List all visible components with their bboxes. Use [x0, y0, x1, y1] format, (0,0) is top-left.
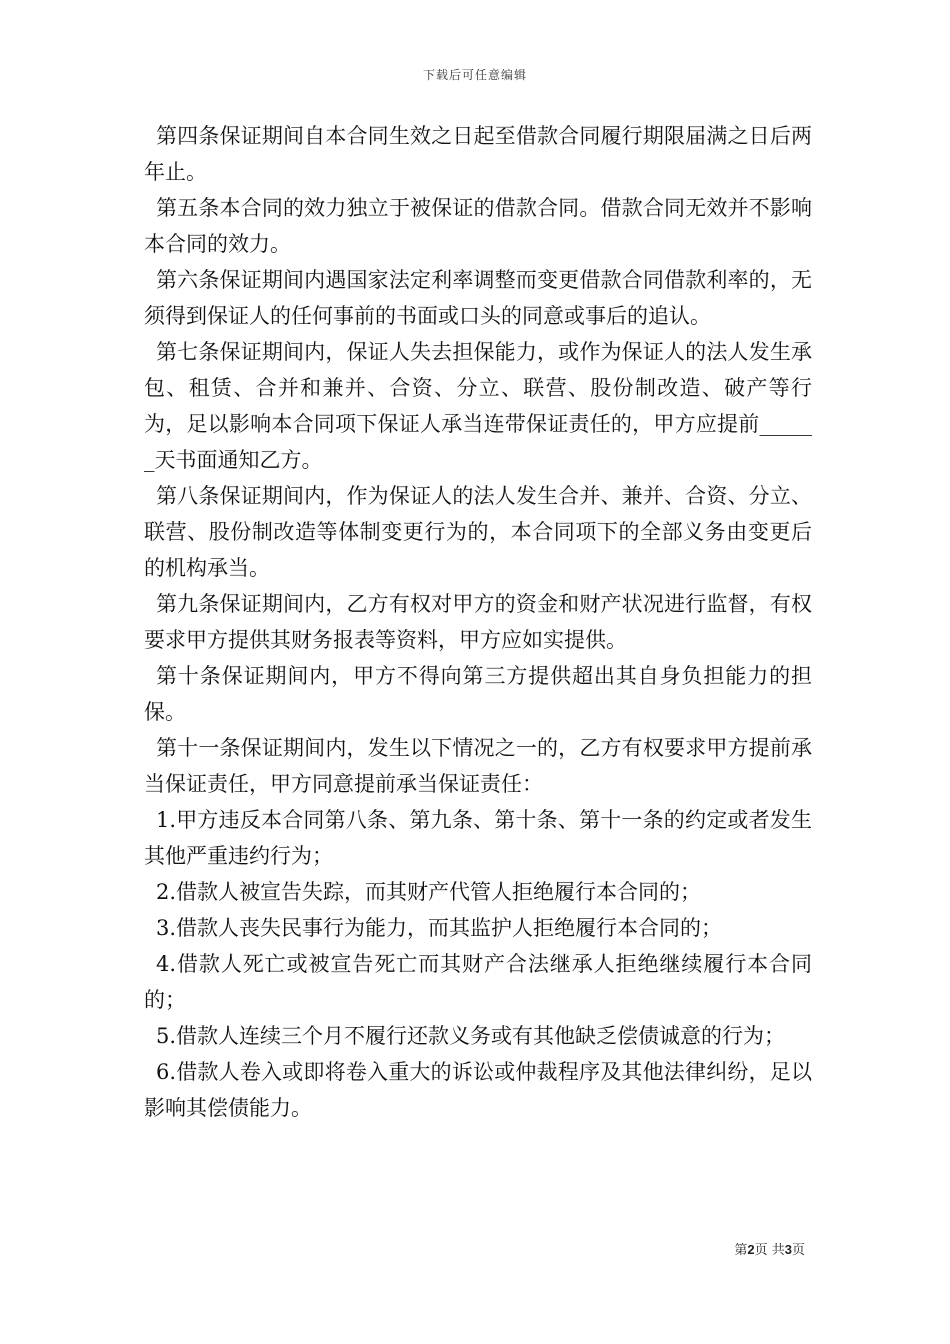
total-pages: 3 [784, 1242, 792, 1257]
clause-6: 第六条保证期间内遇国家法定利率调整而变更借款合同借款利率的，无须得到保证人的任何事前的书面或口头的同意或事后的追认。 [144, 268, 812, 328]
list-item-5: 5.借款人连续三个月不履行还款义务或有其他缺乏偿债诚意的行为； [156, 1024, 786, 1048]
clause-11: 第十一条保证期间内，发生以下情况之一的，乙方有权要求甲方提前承当保证责任，甲方同意提前承当保证责任： [144, 736, 812, 796]
page-number-middle: 页 共 [754, 1243, 785, 1258]
list-item-6: 6.借款人卷入或即将卷入重大的诉讼或仲裁程序及其他法律纠纷，足以影响其偿债能力。 [144, 1060, 812, 1120]
document-body [144, 118, 812, 1126]
list-item-1: 1.甲方违反本合同第八条、第九条、第十条、第十一条的约定或者发生其他严重违约行为； [144, 808, 812, 868]
page-number-suffix: 页 [791, 1243, 805, 1258]
list-item-4: 4.借款人死亡或被宣告死亡而其财产合法继承人拒绝继续履行本合同的； [144, 952, 812, 1012]
clause-10: 第十条保证期间内，甲方不得向第三方提供超出其自身负担能力的担保。 [144, 664, 812, 724]
list-item-2: 2.借款人被宣告失踪，而其财产代管人拒绝履行本合同的； [156, 880, 702, 904]
clause-8: 第八条保证期间内，作为保证人的法人发生合并、兼并、合资、分立、联营、股份制改造等体制变更行为的，本合同项下的全部义务由变更后的机构承当。 [144, 484, 812, 580]
list-item-3: 3.借款人丧失民事行为能力，而其监护人拒绝履行本合同的； [156, 916, 723, 940]
clause-7: 第七条保证期间内，保证人失去担保能力，或作为保证人的法人发生承包、租赁、合并和兼并、合资、分立、联营、股份制改造、破产等行为，足以影响本合同项下保证人承当连带保证责任的，甲方应提前______天书面通知乙方。 [144, 340, 812, 472]
clause-9: 第九条保证期间内，乙方有权对甲方的资金和财产状况进行监督，有权要求甲方提供其财务报表等资料，甲方应如实提供。 [144, 592, 812, 652]
header-note: 下载后可任意编辑 [422, 68, 527, 82]
clause-5: 第五条本合同的效力独立于被保证的借款合同。借款合同无效并不影响本合同的效力。 [144, 196, 812, 256]
page-number [734, 1239, 805, 1258]
page-number-prefix: 第 [734, 1243, 748, 1258]
clause-4: 第四条保证期间自本合同生效之日起至借款合同履行期限届满之日后两年止。 [144, 124, 812, 184]
current-page: 2 [747, 1242, 755, 1257]
